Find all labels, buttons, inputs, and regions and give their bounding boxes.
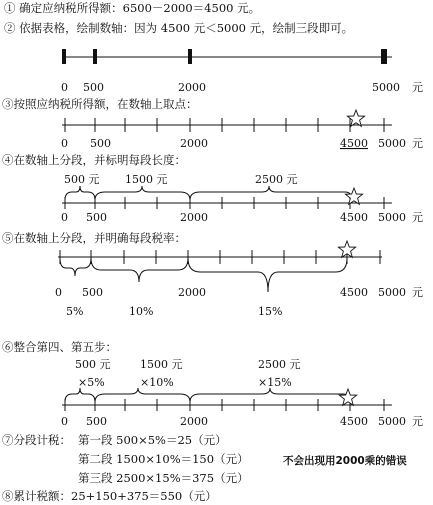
rate-2-label: 10% bbox=[129, 305, 154, 318]
axis-4-label-4500: 4500 bbox=[340, 286, 368, 299]
step-6-text: ⑥整合第四、第五步： bbox=[2, 340, 117, 354]
brace-rate-3 bbox=[188, 258, 347, 292]
axis-5 bbox=[61, 358, 423, 428]
axis-5-label-5000: 5000 bbox=[378, 415, 406, 428]
axis-3-unit: 元 bbox=[412, 211, 423, 224]
axis-4-label-2000: 2000 bbox=[178, 286, 206, 299]
axis-2-label-2000: 2000 bbox=[180, 137, 208, 150]
step-5-text: ⑤在数轴上分段，并明确每段税率： bbox=[2, 231, 186, 245]
step-7-line-2: 第二段 1500×10%＝150（元） bbox=[78, 452, 249, 466]
step-7-line-1: 第一段 500×5%＝25（元） bbox=[78, 433, 227, 447]
axis-1-label-5000: 5000 bbox=[372, 81, 400, 94]
combined-len-3: 2500 元 bbox=[258, 358, 301, 371]
brace-rate-1 bbox=[60, 258, 91, 276]
rate-1-label: 5% bbox=[66, 305, 84, 318]
combined-rate-2: ×10% bbox=[140, 376, 174, 389]
axis-4-unit: 元 bbox=[412, 286, 423, 299]
axis-3-label-5000: 5000 bbox=[378, 211, 406, 224]
axis-1-label-2000: 2000 bbox=[178, 81, 206, 94]
axis-5-label-4500: 4500 bbox=[340, 415, 368, 428]
len-1-label: 500 元 bbox=[64, 173, 100, 186]
step-7-head: ⑦分段计税： bbox=[2, 433, 71, 447]
error-note: 不会出现用2000乘的错误 bbox=[283, 455, 407, 467]
brace-combined-3 bbox=[190, 388, 350, 402]
step-2-text: ② 依据表格，绘制数轴：因为 4500 元＜5000 元，绘制三段即可。 bbox=[4, 21, 354, 35]
axis-3-label-500: 500 bbox=[86, 211, 107, 224]
axis-3-label-2000: 2000 bbox=[180, 211, 208, 224]
brace-3 bbox=[190, 186, 352, 200]
axis-2-label-4500: 4500 bbox=[340, 137, 368, 150]
combined-len-1: 500 元 bbox=[75, 358, 111, 371]
rate-3-label: 15% bbox=[258, 305, 283, 318]
axis-3-label-0: 0 bbox=[61, 211, 68, 224]
brace-combined-1 bbox=[65, 388, 95, 402]
axis-5-label-500: 500 bbox=[86, 415, 107, 428]
step-8-text: ⑧累计税额：25+150+375＝550（元） bbox=[2, 489, 217, 503]
step-4-text: ④在数轴上分段，并标明每段长度： bbox=[2, 153, 186, 167]
axis-4-label-0: 0 bbox=[55, 286, 62, 299]
axis-1-unit: 元 bbox=[412, 81, 423, 94]
axis-2-label-5000: 5000 bbox=[378, 137, 406, 150]
axis-3-label-4500: 4500 bbox=[340, 211, 368, 224]
brace-2 bbox=[95, 186, 190, 200]
point-star-icon bbox=[339, 389, 356, 405]
axis-5-unit: 元 bbox=[412, 415, 423, 428]
point-star-icon bbox=[345, 188, 362, 204]
axis-5-label-0: 0 bbox=[61, 415, 68, 428]
axis-1 bbox=[61, 49, 423, 94]
step-1-text: ① 确定应纳税所得额：6500－2000＝4500 元。 bbox=[4, 1, 261, 15]
combined-rate-1: ×5% bbox=[78, 376, 105, 389]
axis-2-unit: 元 bbox=[412, 137, 423, 150]
len-2-label: 1500 元 bbox=[125, 173, 168, 186]
axis-2-label-500: 500 bbox=[90, 137, 111, 150]
axis-4-label-5000: 5000 bbox=[378, 286, 406, 299]
axis-3 bbox=[61, 173, 423, 224]
axis-5-label-2000: 2000 bbox=[180, 415, 208, 428]
step-7-line-3: 第三段 2500×15%＝375（元） bbox=[78, 471, 249, 485]
brace-combined-2 bbox=[95, 388, 190, 402]
step-3-text: ③按照应纳税所得额，在数轴上取点： bbox=[2, 97, 198, 111]
axis-4 bbox=[55, 241, 423, 318]
combined-len-2: 1500 元 bbox=[140, 358, 183, 371]
len-3-label: 2500 元 bbox=[255, 173, 298, 186]
axis-4-label-500: 500 bbox=[82, 286, 103, 299]
brace-rate-2 bbox=[91, 258, 188, 282]
brace-1 bbox=[65, 186, 95, 200]
axis-1-label-500: 500 bbox=[83, 81, 104, 94]
axis-1-label-0: 0 bbox=[61, 81, 68, 94]
combined-rate-3: ×15% bbox=[258, 376, 292, 389]
axis-2-label-0: 0 bbox=[61, 137, 68, 150]
axis-2 bbox=[61, 110, 423, 150]
